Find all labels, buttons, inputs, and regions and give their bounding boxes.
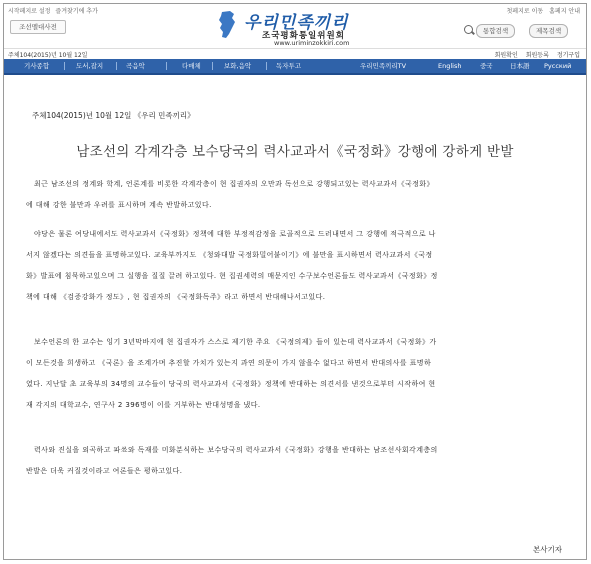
nav-item-articles[interactable]: 기사종합	[24, 62, 50, 70]
nav-item-music[interactable]: 곡음악	[126, 62, 145, 70]
member-links	[489, 50, 580, 59]
site-logo[interactable]	[214, 8, 394, 46]
subscribe-link[interactable]: 정기구입	[556, 52, 580, 59]
lang-english[interactable]: English	[438, 62, 462, 70]
nav-item-reader-posts[interactable]: 독자투고	[276, 62, 302, 70]
korea-map-icon	[214, 10, 240, 40]
top-right-links	[503, 6, 581, 15]
paragraph	[26, 440, 566, 482]
paragraph-line: 보수언론의 한 교수는 잉기 3년막바지에 현 집권자가 스스로 제기한 주요 《국정의제》들이 있는데 력사교과서《국정화》가	[34, 338, 437, 346]
paragraph-line: 책에 대해 《검증강화가 정도》, 현 집권자의 《국정화독주》라고 하면서 반대해나서고있다.	[26, 293, 326, 301]
member-register-link[interactable]: 회원등록	[525, 52, 549, 59]
nav-separator	[116, 62, 117, 70]
paragraph-line: 였다. 지난달 초 교육부의 34명의 교수들이 당국의 력사교과서《국정화》정책에 반대하는 의견서를 낸것으로부터 시작하여 현	[26, 380, 436, 388]
paragraph-line: 반발은 더욱 커질것이라고 여론들은 평하고있다.	[26, 467, 183, 475]
logo-title: 우리민족끼리	[244, 13, 349, 33]
lang-japanese[interactable]: 日本語	[510, 62, 530, 70]
main-nav	[4, 59, 586, 75]
search-icon[interactable]	[464, 25, 473, 34]
article-signature: 본사기자	[533, 545, 562, 554]
paragraph-line: 서지 않겠다는 의견들을 표명하고있다. 교육부까지도 《청와대발 국정화밀어붙이기》에 불만을 표시하면서 력사교과서《국정	[26, 251, 433, 259]
nav-separator	[266, 62, 267, 70]
nav-separator	[64, 62, 65, 70]
site-header	[4, 4, 586, 48]
nav-separator	[212, 62, 213, 70]
set-homepage-link[interactable]: 시작페지로 설정	[8, 8, 51, 15]
logo-subtitle: 조국평화통일위원회	[262, 31, 345, 41]
nav-item-tv[interactable]: 우리민족끼리TV	[360, 62, 407, 70]
paragraph	[26, 174, 566, 216]
article-dateline: 주체104(2015)년 10월 12일 《우리 민족끼리》	[32, 111, 195, 120]
go-first-page-link[interactable]: 첫페지로 이동	[506, 8, 544, 15]
paragraph-line: 이 모든것을 희생하고 《국론》을 조계가며 추진할 가치가 있는지 과연 의문이 가지 않을수 없다고 하면서 반대의사를 표명하	[26, 359, 432, 367]
nav-item-video[interactable]: 보화,음악	[224, 62, 252, 70]
paragraph	[26, 332, 566, 416]
page-frame	[3, 3, 587, 560]
member-check-link[interactable]: 회원확인	[494, 52, 518, 59]
add-favorite-link[interactable]: 즐겨찾기에 추가	[55, 8, 98, 15]
dictionary-button[interactable]: 조선멜대사전	[10, 20, 66, 34]
article-headline: 남조선의 각계각층 보수당국의 력사교과서《국정화》강행에 강하게 반발	[76, 144, 514, 160]
paragraph-line: 야당은 물론 여당내에서도 력사교과서《국정화》정책에 대한 부정적감정을 로골적으로 드러내면서 그 강행에 적극적으로 나	[34, 230, 436, 238]
nav-item-books[interactable]: 도서,잡지	[76, 62, 104, 70]
lang-russian[interactable]: Русский	[544, 62, 572, 70]
nav-separator	[166, 62, 167, 70]
homepage-guide-link[interactable]: 홈페지 안내	[549, 8, 580, 15]
lang-chinese[interactable]: 중국	[480, 62, 493, 70]
nav-item-multimedia[interactable]: 다매체	[182, 62, 201, 70]
paragraph-line: 재 각지의 대학교수, 연구사 2 396명이 이를 거부하는 반대성명을 냈다.	[26, 401, 261, 409]
paragraph	[26, 224, 566, 308]
info-strip	[4, 48, 586, 59]
paragraph-line: 화》발표에 침묵하고있으며 그 실행을 질질 끌려 하고있다. 현 집권세력의 매문지인 수구보수언론들도 력사교과서《국정화》정	[26, 272, 438, 280]
top-left-links	[8, 6, 101, 15]
paragraph-line: 에 대해 강한 불만과 우려를 표시하며 계속 반발하고있다.	[26, 201, 212, 209]
title-search-button[interactable]: 제목검색	[529, 24, 568, 38]
paragraph-line: 력사와 진실을 외곡하고 파쑈와 독재를 미화분식하는 보수당국의 력사교과서《국정화》강행을 반대하는 남조선사회각계층의	[34, 446, 438, 454]
current-date: 주체104(2015)년 10월 12일	[8, 52, 88, 59]
logo-url: www.uriminzokkiri.com	[274, 39, 350, 47]
integrated-search-button[interactable]: 통합검색	[476, 24, 515, 38]
paragraph-line: 최근 남조선의 정계와 학계, 언론계를 비롯한 각계각층이 현 집권자의 오만과 독선으로 강행되고있는 력사교과서《국정화》	[34, 180, 434, 188]
